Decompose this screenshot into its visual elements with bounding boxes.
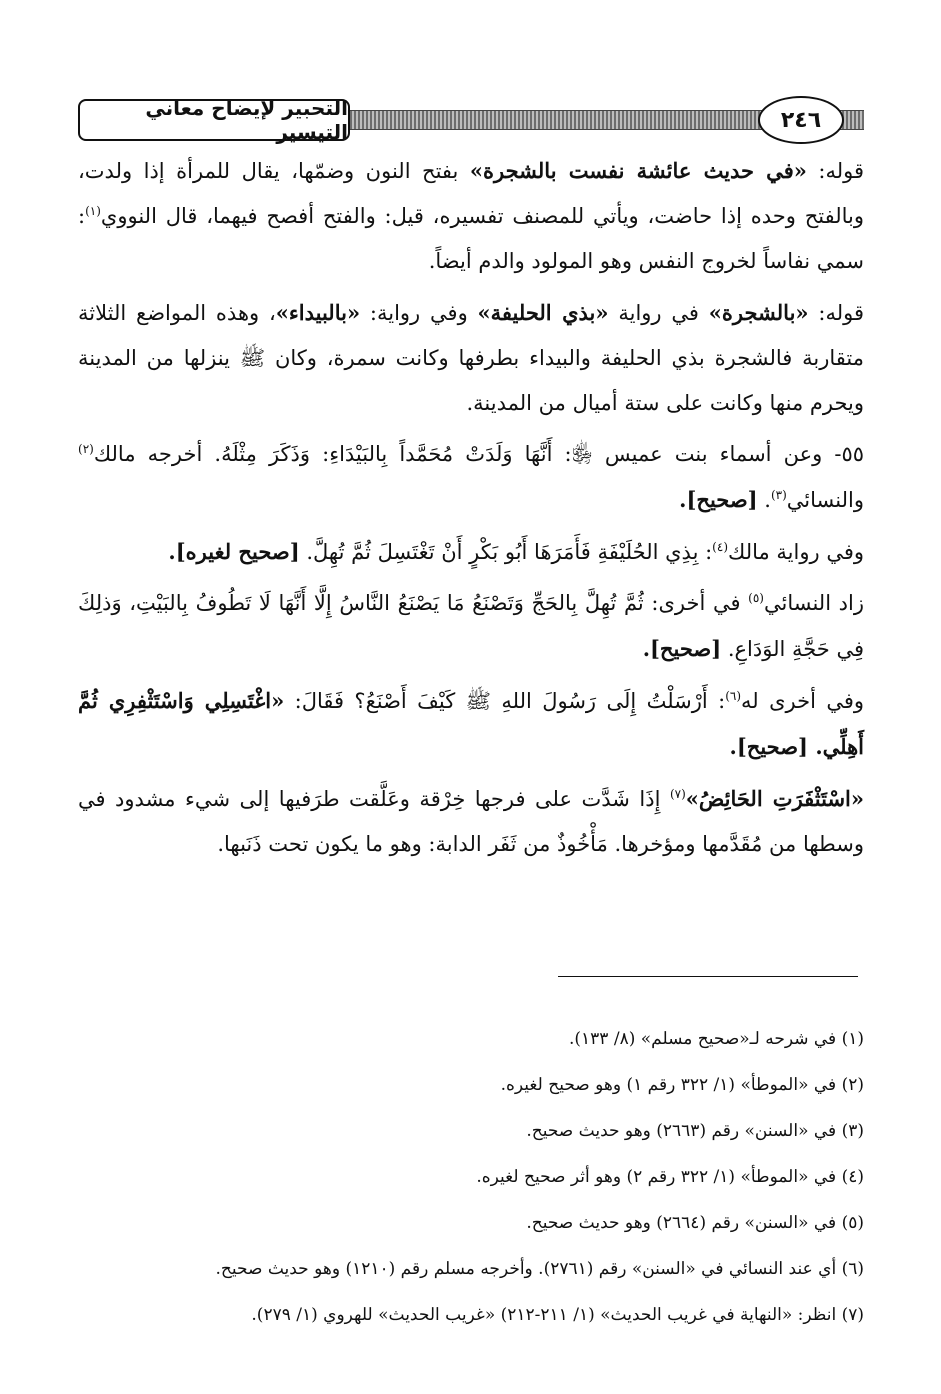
footnote-ref[interactable]: (٧)	[669, 787, 686, 801]
footnotes	[78, 1016, 864, 1338]
grade-label: [صحيح].	[642, 636, 722, 661]
footnote-3: (٣) في «السنن» رقم (٢٦٦٣) وهو حديث صحيح.	[526, 1121, 864, 1141]
bold-quote: «في حديث عائشة نفست بالشجرة»	[469, 158, 807, 183]
paragraph-6	[78, 678, 864, 770]
bold-quote: «بالشجرة»	[708, 300, 809, 325]
page-number: ٢٤٦	[758, 96, 844, 144]
paragraph-5	[78, 581, 864, 672]
text-span: : بِذِي الحُلَيْفَةِ فَأَمَرَهَا أَبُو بَكْرٍ أَنْ تَغْتَسِلَ ثُمَّ تُهِلَّ.	[299, 540, 713, 564]
bold-quote: «بذي الحليفة»	[477, 300, 609, 325]
paragraph-2	[78, 290, 864, 426]
grade-label: [صحيح لغيره].	[168, 539, 300, 564]
footnote-ref[interactable]: (٥)	[748, 591, 764, 605]
footnote-6: (٦) أي عند النسائي في «السنن» رقم (٢٧٦١). وأخرجه مسلم رقم (١٢١٠) وهو حديث صحيح.	[215, 1259, 864, 1279]
bold-quote: «اغْتَسِلِي وَاسْتَثْفِرِي ثُمَّ أَهِلِّي.	[78, 688, 864, 759]
footnote-ref[interactable]: (٦)	[725, 689, 742, 703]
text-span: بفتح النون وضمّها، يقال للمرأة إذا ولدت، وبالفتح وحده إذا حاضت، ويأتي للمصنف تفسيره، قيل: والفتح أفصح فيهما، قال النووي	[78, 159, 864, 228]
text-span: زاد النسائي	[763, 591, 865, 615]
footnote-ref[interactable]: (١)	[85, 204, 101, 218]
footnote-4: (٤) في «الموطأ» (١/ ٣٢٢ رقم ٢) وهو أثر صحيح لغيره.	[476, 1167, 864, 1187]
footnote-5: (٥) في «السنن» رقم (٢٦٦٤) وهو حديث صحيح.	[526, 1213, 864, 1233]
footnote-7: (٧) انظر: «النهاية في غريب الحديث» (١/ ٢١١-٢١٢) «غريب الحديث» للهروي (١/ ٢٧٩).	[251, 1305, 864, 1325]
text-span: والنسائي	[786, 488, 864, 512]
grade-label: [صحيح].	[729, 734, 816, 759]
running-header	[78, 96, 864, 142]
text-span: ٥٥- وعن أسماء بنت عميس ﵂: أَنَّهَا وَلَدَتْ مُحَمَّداً بِالبَيْدَاءِ: وَذَكَرَ مِثْلَهُ. أخرجه مالك	[93, 442, 864, 466]
text-span: قوله:	[808, 301, 864, 325]
bold-quote: «بالبيداء»	[275, 300, 361, 325]
text-span: وفي رواية مالك	[728, 540, 864, 564]
text-span: .	[757, 488, 771, 512]
footnote-2: (٢) في «الموطأ» (١/ ٣٢٢ رقم ١) وهو صحيح لغيره.	[500, 1075, 864, 1095]
footnote-ref[interactable]: (٢)	[78, 442, 94, 456]
paragraph-7	[78, 776, 864, 867]
book-title: التحبير لإيضاح معاني التيسير	[78, 99, 350, 141]
footnote-1: (١) في شرحه لـ«صحيح مسلم» (٨/ ١٣٣).	[568, 1029, 864, 1049]
text-span: قوله:	[806, 159, 864, 183]
paragraph-hadith-55	[78, 432, 864, 523]
text-span: وفي أخرى له	[741, 689, 864, 713]
footnote-ref[interactable]: (٤)	[712, 540, 728, 554]
text-span: وفي رواية:	[360, 301, 478, 325]
text-span: : أَرْسَلْتُ إِلَى رَسُولَ اللهِ ﷺ كَيْفَ أَصْنَعُ؟ فَقَالَ:	[284, 689, 726, 713]
text-span: ، وهذه المواضع الثلاثة متقاربة فالشجرة بذي الحليفة والبيداء بطرفها وكانت سمرة، وكان ﷺ ينزلها من المدينة ويحرم منها وكانت على ستة أميال من المدينة.	[78, 301, 864, 415]
main-text	[78, 148, 864, 873]
bold-quote: «اسْتَثْفَرَتِ الحَائِضُ»	[685, 786, 865, 811]
text-span: إِذَا شَدَّت على فرجها خِرْقة وعَلَّقت طرَفيها إلى شيء مشدود في وسطها من مُقَدَّمها ومؤخرها. مَأْخُوذٌ من ثَفَر الدابة: وهو ما يكون تحت ذَنَبها.	[78, 787, 864, 856]
text-span: : سمي نفاساً لخروج النفس وهو المولود والدم أيضاً.	[78, 204, 864, 273]
paragraph-1	[78, 148, 864, 284]
paragraph-4	[78, 529, 864, 575]
footnote-divider	[558, 976, 858, 977]
grade-label: [صحيح].	[679, 487, 758, 512]
footnote-ref[interactable]: (٣)	[770, 488, 787, 502]
text-span: في رواية	[608, 301, 709, 325]
text-span: في أخرى: ثُمَّ تُهِلَّ بِالحَجِّ وَتَصْنَعُ مَا يَصْنَعُ النَّاسُ إِلَّا أَنَّهَا لَا تَطُوفُ بِالبَيْتِ، وَذلِكَ فِي حَجَّةِ الوَدَاعِ.	[78, 591, 864, 661]
